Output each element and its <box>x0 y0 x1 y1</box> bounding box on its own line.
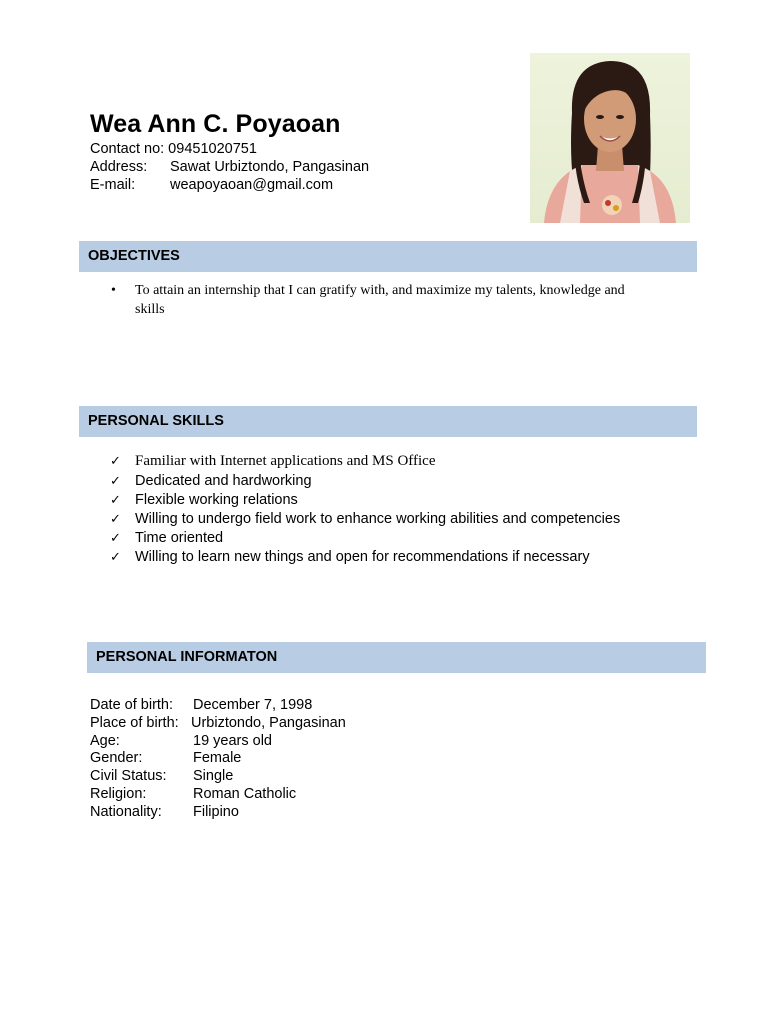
profile-photo <box>530 53 690 223</box>
objective-item <box>135 281 675 319</box>
address-value: Sawat Urbiztondo, Pangasinan <box>170 159 370 175</box>
check-icon: ✓ <box>110 512 121 527</box>
skill-text: Willing to learn new things and open for recommendations if necessary <box>135 549 590 565</box>
info-row-civil-status <box>90 768 346 786</box>
contact-block <box>90 140 369 194</box>
skill-item <box>110 529 620 548</box>
info-label: Religion: <box>90 785 147 802</box>
check-icon: ✓ <box>110 454 121 469</box>
info-row-nationality <box>90 804 346 822</box>
objective-line-1: To attain an internship that I can gratify with, and maximize my talents, knowledge and <box>135 283 625 298</box>
skill-item <box>110 451 620 472</box>
email-row <box>90 176 369 194</box>
check-icon: ✓ <box>110 493 121 508</box>
info-label: Civil Status: <box>90 768 167 785</box>
info-row-gender <box>90 750 346 768</box>
skills-list <box>110 451 620 567</box>
info-row-age <box>90 733 346 751</box>
info-value: 19 years old <box>193 732 272 749</box>
info-row-place-of-birth <box>90 715 346 733</box>
check-icon: ✓ <box>110 474 121 489</box>
info-value: Urbiztondo, Pangasinan <box>191 714 346 731</box>
info-label: Gender: <box>90 750 143 767</box>
skill-text: Willing to undergo field work to enhance working abilities and competencies <box>135 511 621 527</box>
personal-information-header: PERSONAL INFORMATON <box>87 642 706 673</box>
skill-item <box>110 491 620 510</box>
info-row-date-of-birth <box>90 697 346 715</box>
info-value: Filipino <box>193 803 239 820</box>
info-label: Age: <box>90 732 120 749</box>
address-row <box>90 158 369 176</box>
info-label: Nationality: <box>90 803 162 820</box>
info-value: Single <box>193 768 234 785</box>
info-value: Female <box>193 750 242 767</box>
objectives-header: OBJECTIVES <box>79 241 697 272</box>
email-value: weapoyaoan@gmail.com <box>170 177 334 193</box>
info-value: Roman Catholic <box>193 785 297 802</box>
skill-item <box>110 472 620 491</box>
info-label: Date of birth: <box>90 697 174 713</box>
personal-skills-header: PERSONAL SKILLS <box>79 406 697 437</box>
skill-text: Familiar with Internet applications and MS Office <box>135 453 436 469</box>
info-label: Place of birth: <box>90 714 179 731</box>
objective-bullet: • <box>111 283 116 298</box>
skill-item <box>110 510 620 529</box>
email-label: E-mail: <box>90 177 136 193</box>
skill-text: Time oriented <box>135 530 224 546</box>
skill-text: Flexible working relations <box>135 492 298 508</box>
check-icon: ✓ <box>110 531 121 546</box>
resume-name: Wea Ann C. Poyaoan <box>90 110 341 138</box>
info-row-religion <box>90 786 346 804</box>
contact-number: Contact no: 09451020751 <box>90 141 257 157</box>
objective-line-2: skills <box>135 302 165 317</box>
skill-text: Dedicated and hardworking <box>135 473 312 489</box>
info-value: December 7, 1998 <box>193 697 313 713</box>
check-icon: ✓ <box>110 550 121 565</box>
skill-item <box>110 548 620 567</box>
address-label: Address: <box>90 159 148 175</box>
personal-info-list <box>90 697 346 822</box>
